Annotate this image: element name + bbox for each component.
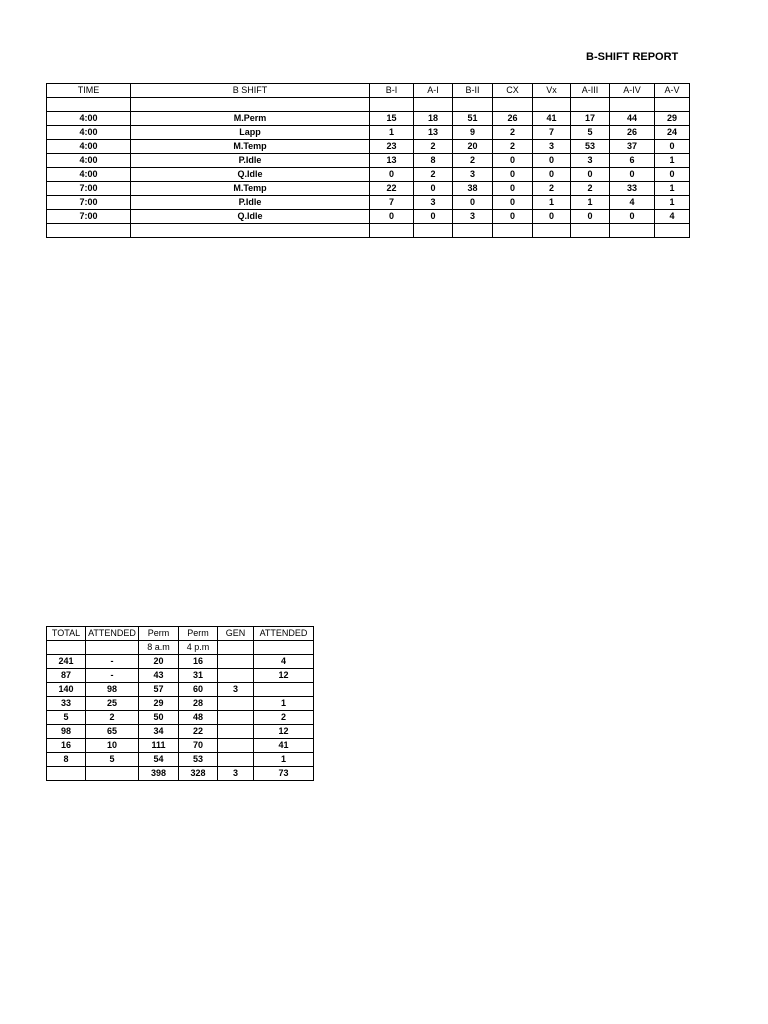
table-cell: 0 <box>610 210 655 224</box>
table-cell: 328 <box>179 767 218 781</box>
table-cell: 4 <box>610 196 655 210</box>
table-cell: 15 <box>370 112 414 126</box>
table-cell: 2 <box>533 182 571 196</box>
table-cell: 4:00 <box>47 168 131 182</box>
column-header: A-V <box>655 84 690 98</box>
table-cell: 5 <box>571 126 610 140</box>
table-cell: 28 <box>179 697 218 711</box>
table-row <box>47 210 690 224</box>
column-header: B-II <box>453 84 493 98</box>
column-header: A-III <box>571 84 610 98</box>
table-cell: 0 <box>493 196 533 210</box>
table-cell <box>218 669 254 683</box>
table-cell: - <box>86 669 139 683</box>
table-cell: 23 <box>370 140 414 154</box>
table-cell: 26 <box>493 112 533 126</box>
table-row <box>47 725 314 739</box>
table-cell: 4 <box>655 210 690 224</box>
table-cell: 3 <box>453 168 493 182</box>
table-cell: 3 <box>453 210 493 224</box>
table-cell: 38 <box>453 182 493 196</box>
table-cell: 12 <box>254 725 314 739</box>
summary-subheader-row <box>47 641 314 655</box>
table-cell: 0 <box>493 168 533 182</box>
table-cell: 12 <box>254 669 314 683</box>
table-cell: 1 <box>655 182 690 196</box>
table-cell <box>86 767 139 781</box>
table-cell: 5 <box>86 753 139 767</box>
table-cell <box>571 98 610 112</box>
table-cell: 29 <box>139 697 179 711</box>
table-row <box>47 196 690 210</box>
table-cell: 10 <box>86 739 139 753</box>
table-cell <box>655 224 690 238</box>
table-cell <box>610 224 655 238</box>
table-cell: M.Temp <box>131 140 370 154</box>
table-cell: 73 <box>254 767 314 781</box>
table-cell: 31 <box>179 669 218 683</box>
table-cell: 9 <box>453 126 493 140</box>
column-header: B-I <box>370 84 414 98</box>
table-cell <box>453 98 493 112</box>
table-cell: 7 <box>370 196 414 210</box>
table-row <box>47 655 314 669</box>
table-cell: 0 <box>414 210 453 224</box>
table-cell: 4:00 <box>47 126 131 140</box>
table-cell: 60 <box>179 683 218 697</box>
table-row <box>47 697 314 711</box>
table-cell: 0 <box>533 154 571 168</box>
table-cell: 2 <box>493 126 533 140</box>
table-cell <box>218 725 254 739</box>
table-cell: 2 <box>414 140 453 154</box>
column-subheader: 8 a.m <box>139 641 179 655</box>
table-cell: 1 <box>533 196 571 210</box>
table-cell: P.Idle <box>131 154 370 168</box>
table-cell: 3 <box>218 683 254 697</box>
column-header: TIME <box>47 84 131 98</box>
table-cell <box>493 224 533 238</box>
table-row <box>47 711 314 725</box>
table-cell: 0 <box>493 182 533 196</box>
table-cell: 1 <box>655 154 690 168</box>
table-cell <box>47 224 131 238</box>
table-cell: 0 <box>571 210 610 224</box>
table-cell <box>218 711 254 725</box>
table-row <box>47 126 690 140</box>
table-cell: 8 <box>414 154 453 168</box>
table-cell: 22 <box>179 725 218 739</box>
column-header: TOTAL <box>47 627 86 641</box>
table-cell <box>533 98 571 112</box>
table-cell: 13 <box>370 154 414 168</box>
table-cell: 41 <box>533 112 571 126</box>
table-cell <box>47 767 86 781</box>
table-cell <box>218 753 254 767</box>
table-cell: 3 <box>571 154 610 168</box>
table-cell <box>493 98 533 112</box>
table-cell: 20 <box>139 655 179 669</box>
table-cell: 1 <box>655 196 690 210</box>
table-row <box>47 182 690 196</box>
table-cell: 398 <box>139 767 179 781</box>
table-cell: 25 <box>86 697 139 711</box>
column-subheader <box>47 641 86 655</box>
table-cell: 53 <box>571 140 610 154</box>
table-cell: 2 <box>86 711 139 725</box>
table-cell: 1 <box>254 697 314 711</box>
table-cell: 16 <box>47 739 86 753</box>
attendance-summary-table <box>46 626 314 781</box>
table-cell: 16 <box>179 655 218 669</box>
table-cell: 43 <box>139 669 179 683</box>
column-header: A-IV <box>610 84 655 98</box>
summary-header-row <box>47 627 314 641</box>
column-subheader <box>218 641 254 655</box>
column-header: ATTENDED <box>86 627 139 641</box>
table-cell: 33 <box>47 697 86 711</box>
table-cell: 0 <box>533 168 571 182</box>
report-title: B-SHIFT REPORT <box>586 51 679 63</box>
column-header: ATTENDED <box>254 627 314 641</box>
table-cell: 2 <box>571 182 610 196</box>
table-cell: 34 <box>139 725 179 739</box>
table-cell <box>131 224 370 238</box>
table-cell: 3 <box>218 767 254 781</box>
table-cell <box>47 98 131 112</box>
table-cell <box>414 98 453 112</box>
table-cell: 2 <box>254 711 314 725</box>
table-cell: 7:00 <box>47 196 131 210</box>
table-cell: 140 <box>47 683 86 697</box>
table-cell: 7:00 <box>47 210 131 224</box>
table-cell <box>610 98 655 112</box>
table-cell: 0 <box>453 196 493 210</box>
table-cell <box>218 739 254 753</box>
table-cell: 53 <box>179 753 218 767</box>
table-cell: 44 <box>610 112 655 126</box>
table-cell: 7 <box>533 126 571 140</box>
column-subheader <box>254 641 314 655</box>
table-cell: 41 <box>254 739 314 753</box>
table-cell: Q.Idle <box>131 210 370 224</box>
table-cell: 111 <box>139 739 179 753</box>
table-row <box>47 224 690 238</box>
table-row <box>47 112 690 126</box>
column-subheader <box>86 641 139 655</box>
table-cell: 4:00 <box>47 140 131 154</box>
column-header: GEN <box>218 627 254 641</box>
table-cell <box>131 98 370 112</box>
table-cell <box>571 224 610 238</box>
table-cell: 1 <box>254 753 314 767</box>
table-cell: 57 <box>139 683 179 697</box>
table-cell <box>218 697 254 711</box>
table-cell: M.Perm <box>131 112 370 126</box>
table-cell: 0 <box>533 210 571 224</box>
table-cell: 0 <box>370 210 414 224</box>
table-cell <box>218 655 254 669</box>
table-cell: 24 <box>655 126 690 140</box>
table-cell: 3 <box>533 140 571 154</box>
table-cell: Lapp <box>131 126 370 140</box>
table-cell: 4:00 <box>47 154 131 168</box>
table-cell: 13 <box>414 126 453 140</box>
table-cell: Q.Idle <box>131 168 370 182</box>
table-cell: 65 <box>86 725 139 739</box>
table-cell: 50 <box>139 711 179 725</box>
table-cell: 1 <box>571 196 610 210</box>
table-cell <box>533 224 571 238</box>
table-cell: 2 <box>493 140 533 154</box>
table-cell: 33 <box>610 182 655 196</box>
table-row <box>47 669 314 683</box>
table-cell: 0 <box>655 140 690 154</box>
table-cell: 241 <box>47 655 86 669</box>
table-cell: 0 <box>655 168 690 182</box>
table-row <box>47 767 314 781</box>
table-cell: 98 <box>86 683 139 697</box>
column-header: CX <box>493 84 533 98</box>
column-subheader: 4 p.m <box>179 641 218 655</box>
shift-table <box>46 83 690 238</box>
table-cell: 3 <box>414 196 453 210</box>
table-cell: 4 <box>254 655 314 669</box>
table-row <box>47 98 690 112</box>
table-row <box>47 140 690 154</box>
table-cell: P.Idle <box>131 196 370 210</box>
table-row <box>47 168 690 182</box>
table-row <box>47 739 314 753</box>
table-cell: 17 <box>571 112 610 126</box>
table-cell: 18 <box>414 112 453 126</box>
table-cell: 4:00 <box>47 112 131 126</box>
table-row <box>47 154 690 168</box>
table-cell: 0 <box>571 168 610 182</box>
table-cell: - <box>86 655 139 669</box>
table-cell: 5 <box>47 711 86 725</box>
table-cell: M.Temp <box>131 182 370 196</box>
table-cell: 70 <box>179 739 218 753</box>
table-cell: 0 <box>493 210 533 224</box>
table-cell: 0 <box>610 168 655 182</box>
table-cell: 0 <box>370 168 414 182</box>
table-cell: 0 <box>493 154 533 168</box>
table-cell <box>453 224 493 238</box>
table-cell: 2 <box>453 154 493 168</box>
table-cell: 54 <box>139 753 179 767</box>
table-cell: 22 <box>370 182 414 196</box>
table-cell <box>655 98 690 112</box>
table-cell: 20 <box>453 140 493 154</box>
table-cell: 26 <box>610 126 655 140</box>
table-cell: 29 <box>655 112 690 126</box>
table-cell: 7:00 <box>47 182 131 196</box>
table-cell <box>254 683 314 697</box>
table-cell: 48 <box>179 711 218 725</box>
column-header: B SHIFT <box>131 84 370 98</box>
table-row <box>47 683 314 697</box>
table-cell: 6 <box>610 154 655 168</box>
column-header: Perm <box>179 627 218 641</box>
table-cell: 87 <box>47 669 86 683</box>
table-cell <box>414 224 453 238</box>
table-cell: 0 <box>414 182 453 196</box>
table-cell: 8 <box>47 753 86 767</box>
table-cell: 1 <box>370 126 414 140</box>
table-cell <box>370 98 414 112</box>
column-header: Vx <box>533 84 571 98</box>
column-header: A-I <box>414 84 453 98</box>
column-header: Perm <box>139 627 179 641</box>
table-cell <box>370 224 414 238</box>
shift-table-header-row <box>47 84 690 98</box>
table-row <box>47 753 314 767</box>
table-cell: 51 <box>453 112 493 126</box>
table-cell: 37 <box>610 140 655 154</box>
table-cell: 2 <box>414 168 453 182</box>
table-cell: 98 <box>47 725 86 739</box>
